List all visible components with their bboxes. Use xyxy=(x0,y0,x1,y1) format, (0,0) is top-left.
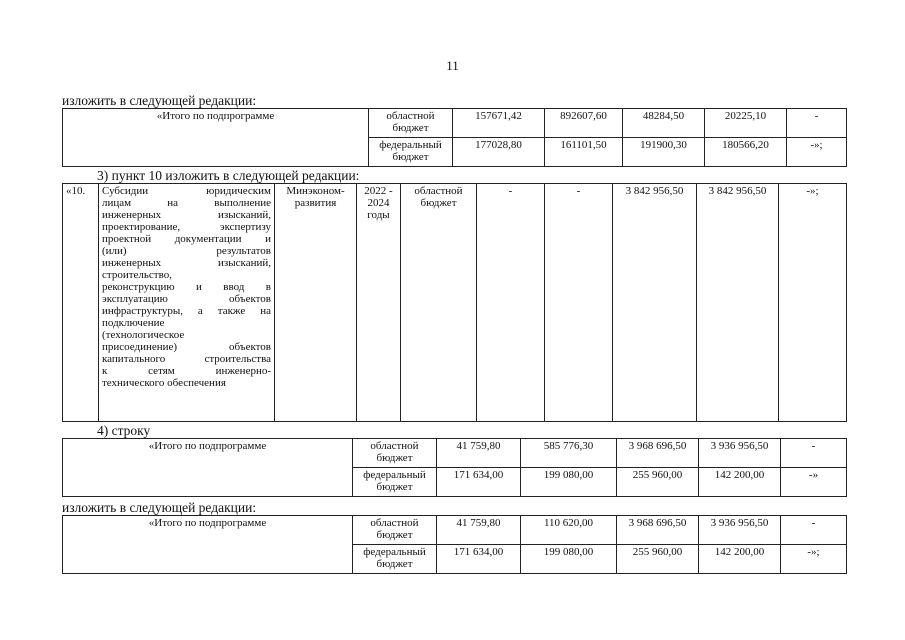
desc-line: инфраструктуры, а также на xyxy=(102,305,271,317)
end-cell: - xyxy=(787,109,847,138)
value-cell: 142 200,00 xyxy=(699,468,781,497)
table-row xyxy=(63,109,847,138)
value-cell: 3 968 696,50 xyxy=(617,439,699,468)
row-label: «Итого по подпрограмме xyxy=(63,439,353,497)
value-cell: 161101,50 xyxy=(545,138,623,167)
value-cell: 892607,60 xyxy=(545,109,623,138)
value-cell: 157671,42 xyxy=(453,109,545,138)
item-description xyxy=(99,184,275,422)
value-cell: 3 968 696,50 xyxy=(617,516,699,545)
value-cell: 142 200,00 xyxy=(699,545,781,574)
value-cell: 41 759,80 xyxy=(437,516,521,545)
desc-line: присоединение) объектов xyxy=(102,341,271,353)
subtotal-table-1 xyxy=(62,108,847,167)
funding-source: федеральный бюджет xyxy=(353,545,437,574)
paragraph-item-3: 3) пункт 10 изложить в следующей редакции: xyxy=(97,168,360,183)
value-cell: 20225,10 xyxy=(705,109,787,138)
desc-line: подключение xyxy=(102,317,165,329)
desc-line: строительство, xyxy=(102,269,172,281)
value-cell: 191900,30 xyxy=(623,138,705,167)
page-number: 11 xyxy=(446,58,459,73)
funding-source: областной бюджет xyxy=(401,184,477,422)
end-cell: - xyxy=(781,516,847,545)
value-cell: 177028,80 xyxy=(453,138,545,167)
period: 2022 - 2024 годы xyxy=(357,184,401,422)
value-cell: 3 936 956,50 xyxy=(699,516,781,545)
item-10-table xyxy=(62,183,847,422)
value-cell: 255 960,00 xyxy=(617,545,699,574)
end-cell: -»; xyxy=(781,545,847,574)
desc-line: инженерных изысканий, xyxy=(102,209,271,221)
item-number: «10. xyxy=(63,184,99,422)
end-cell: - xyxy=(781,439,847,468)
value-cell: 199 080,00 xyxy=(521,545,617,574)
desc-line: инженерных изысканий, xyxy=(102,257,271,269)
desc-line: проектной документации и xyxy=(102,233,271,245)
value-cell: - xyxy=(545,184,613,422)
funding-source: федеральный бюджет xyxy=(353,468,437,497)
value-cell: 3 936 956,50 xyxy=(699,439,781,468)
value-cell: 3 842 956,50 xyxy=(613,184,697,422)
table-row xyxy=(63,184,847,422)
value-cell: 3 842 956,50 xyxy=(697,184,779,422)
desc-line: (технологическое xyxy=(102,329,185,341)
value-cell: 171 634,00 xyxy=(437,545,521,574)
value-cell: 110 620,00 xyxy=(521,516,617,545)
desc-line: (или) результатов xyxy=(102,245,271,257)
value-cell: - xyxy=(477,184,545,422)
desc-line: лицам на выполнение xyxy=(102,197,271,209)
row-label: «Итого по подпрограмме xyxy=(63,516,353,574)
funding-source: областной бюджет xyxy=(353,439,437,468)
executor: Минэконом-развития xyxy=(275,184,357,422)
paragraph-item-4: 4) строку xyxy=(97,423,151,438)
value-cell: 180566,20 xyxy=(705,138,787,167)
funding-source: федеральный бюджет xyxy=(369,138,453,167)
table-row xyxy=(63,516,847,545)
paragraph-edit-intro-2: изложить в следующей редакции: xyxy=(62,500,257,515)
desc-line: Субсидии юридическим xyxy=(102,185,271,197)
desc-line: эксплуатацию объектов xyxy=(102,293,271,305)
desc-line: проектирование, экспертизу xyxy=(102,221,271,233)
value-cell: 41 759,80 xyxy=(437,439,521,468)
value-cell: 48284,50 xyxy=(623,109,705,138)
subtotal-table-2 xyxy=(62,438,847,497)
desc-line: капитального строительства xyxy=(102,353,271,365)
value-cell: 199 080,00 xyxy=(521,468,617,497)
value-cell: 171 634,00 xyxy=(437,468,521,497)
table-row xyxy=(63,439,847,468)
funding-source: областной бюджет xyxy=(369,109,453,138)
end-cell: -»; xyxy=(787,138,847,167)
desc-line: реконструкцию и ввод в xyxy=(102,281,271,293)
subtotal-table-3 xyxy=(62,515,847,574)
end-cell: -» xyxy=(781,468,847,497)
desc-line: технического обеспечения xyxy=(102,377,226,389)
end-cell: -»; xyxy=(779,184,847,422)
value-cell: 255 960,00 xyxy=(617,468,699,497)
desc-line: к сетям инженерно- xyxy=(102,365,271,377)
row-label: «Итого по подпрограмме xyxy=(63,109,369,167)
paragraph-edit-intro-1: изложить в следующей редакции: xyxy=(62,93,257,108)
funding-source: областной бюджет xyxy=(353,516,437,545)
value-cell: 585 776,30 xyxy=(521,439,617,468)
